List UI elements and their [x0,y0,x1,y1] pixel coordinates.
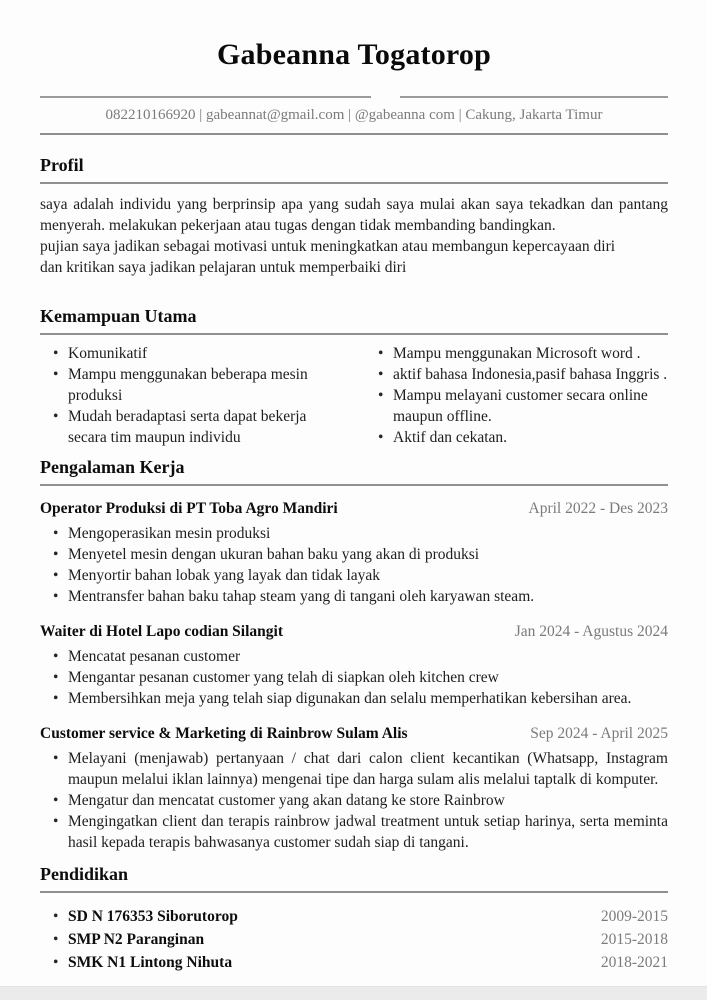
kemampuan-heading: Kemampuan Utama [40,305,668,335]
skill-item: • aktif bahasa Indonesia,pasif bahasa Inggris . [365,364,668,385]
profil-paragraph: pujian saya jadikan sebagai motivasi untuk meningkatkan atau membangun kepercayaan diri [40,238,616,255]
job-duty: • Menyortir bahan lobak yang layak dan tidak layak [40,565,668,586]
section-pendidikan [40,863,668,974]
job-header [40,498,668,519]
job-title: Waiter di Hotel Lapo codian Silangit [40,623,284,640]
job-duty: • Mengantar pesanan customer yang telah di siapkan oleh kitchen crew [40,667,668,688]
job-dates: April 2022 - Des 2023 [528,500,668,517]
school-name: • SMK N1 Lintong Nihuta [68,954,233,971]
section-kemampuan-utama [40,305,668,448]
skill-item: • Mampu menggunakan beberapa mesin produksi [40,364,343,406]
skill-item: • Mampu melayani customer secara online maupun offline. [365,385,668,427]
job-entry [40,723,668,853]
pengalaman-heading: Pengalaman Kerja [40,456,668,486]
job-dates: Sep 2024 - April 2025 [530,725,668,742]
skill-item: • Aktif dan cekatan. [365,427,668,448]
job-title: Customer service & Marketing di Rainbrow Sulam Alis [40,725,408,742]
job-duties [40,748,668,853]
job-entry [40,621,668,709]
skills-columns [40,343,668,448]
section-pengalaman-kerja [40,456,668,853]
job-title: Operator Produksi di PT Toba Agro Mandiri [40,500,338,517]
skill-item: • Mudah beradaptasi serta dapat bekerja secara tim maupun individu [40,406,343,448]
profil-paragraph: dan kritikan saya jadikan pelajaran untuk memperbaiki diri [40,259,407,276]
page-bottom-edge [0,986,707,1000]
pendidikan-heading: Pendidikan [40,863,668,893]
divider-gap [371,96,400,98]
job-duties [40,646,668,709]
school-years: 2015-2018 [600,931,668,948]
job-dates: Jan 2024 - Agustus 2024 [514,623,668,640]
school-name: • SD N 176353 Siborutorop [68,908,238,925]
profil-paragraph: saya adalah individu yang berprinsip apa yang sudah saya mulai akan saya tekadkan dan pantang menyerah. melakukan pekerjaan atau tugas dengan tidak membanding bandingkan. [40,196,668,234]
skills-column-right [365,343,668,448]
job-duty: • Mentransfer bahan baku tahap steam yang di tangani oleh karyawan steam. [40,586,668,607]
school-years: 2018-2021 [600,954,668,971]
job-duty: • Melayani (menjawab) pertanyaan / chat dari calon client kecantikan (Whatsapp, Instagram maupun melalui iklan lainnya) mengenai tipe dan harga sulam alis melalui taptalk di komputer. [40,748,668,790]
job-header [40,723,668,744]
job-duty: • Mengoperasikan mesin produksi [40,523,668,544]
education-item [40,951,668,974]
contact-info: 082210166920 | gabeannat@gmail.com | @gabeanna com | Cakung, Jakarta Timur [105,107,603,123]
school-years: 2009-2015 [600,908,668,925]
skills-column-left [40,343,343,448]
contact-top-divider [40,96,668,98]
contact-bottom-divider [40,133,668,135]
job-duty: • Mengatur dan mencatat customer yang akan datang ke store Rainbrow [40,790,668,811]
skill-item: • Komunikatif [40,343,343,364]
job-duty: • Mengingatkan client dan terapis rainbrow jadwal treatment untuk setiap harinya, serta meminta hasil kepada terapis bahwasanya customer sudah siap di tangani. [40,811,668,853]
job-duty: • Menyetel mesin dengan ukuran bahan baku yang akan di produksi [40,544,668,565]
contact-block [40,96,668,135]
divider-segment-left [40,96,371,98]
school-name: • SMP N2 Paranginan [68,931,205,948]
education-list [40,905,668,974]
section-profil [40,154,668,278]
job-entry [40,498,668,607]
skill-item: • Mampu menggunakan Microsoft word . [365,343,668,364]
job-duty: • Mencatat pesanan customer [40,646,668,667]
education-item [40,928,668,951]
education-item [40,905,668,928]
profil-heading: Profil [40,154,668,184]
job-duties [40,523,668,607]
job-header [40,621,668,642]
person-name: Gabeanna Togatorop [217,38,491,71]
divider-segment-right [400,96,668,98]
job-duty: • Membersihkan meja yang telah siap digunakan dan selalu memperhatikan kebersihan area. [40,688,668,709]
